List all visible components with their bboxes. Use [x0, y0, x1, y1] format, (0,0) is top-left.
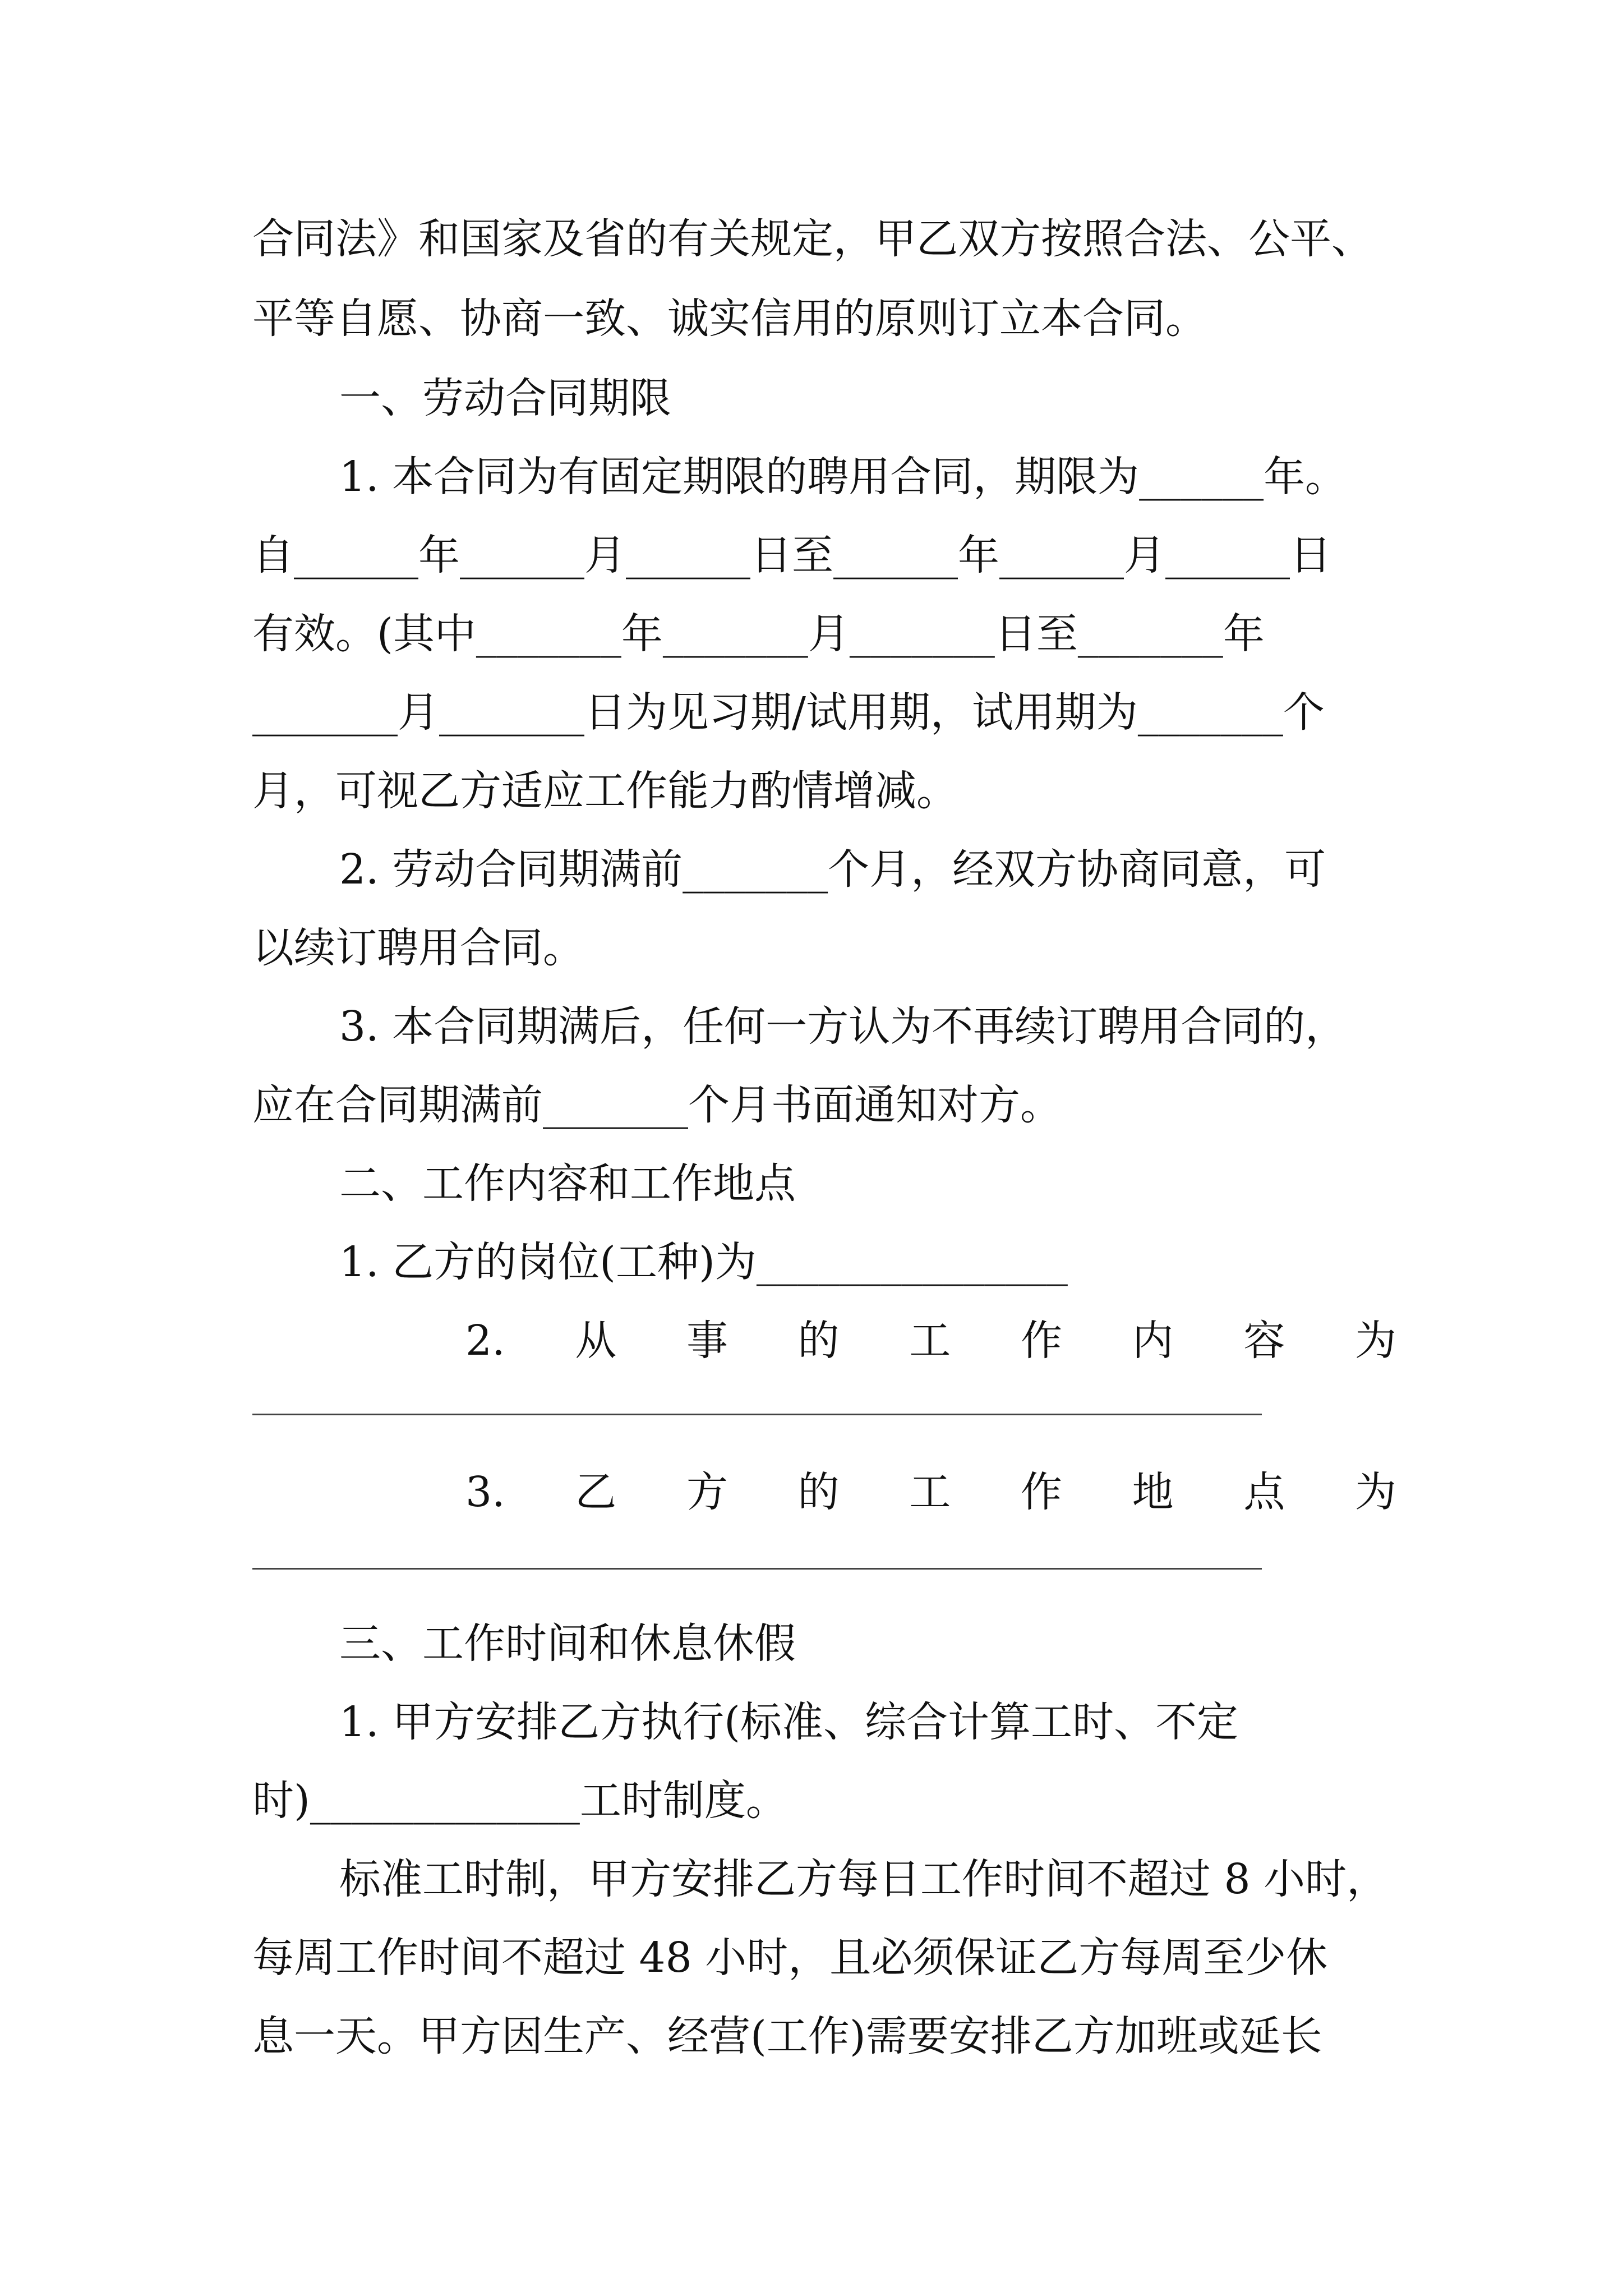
justified-char: 内: [1132, 1317, 1174, 1365]
clause-line: 1. 本合同为有固定期限的聘用合同，期限为______年。: [339, 453, 1347, 501]
paragraph-line: 息一天。甲方因生产、经营(工作)需要安排乙方加班或延长: [252, 2012, 1322, 2060]
justified-char: 容: [1243, 1317, 1285, 1365]
justified-char: 乙: [575, 1468, 617, 1516]
paragraph-line: 以续订聘用合同。: [252, 924, 584, 972]
clause-line-justified: [465, 1464, 1396, 1520]
justified-char: 为: [1354, 1317, 1396, 1365]
paragraph-line: 自______年______月______日至______年______月______日: [252, 531, 1331, 579]
justified-char: 工: [909, 1468, 951, 1516]
justified-char: 方: [686, 1468, 728, 1516]
clause-line-justified: [465, 1313, 1396, 1369]
paragraph-line: 月，可视乙方适应工作能力酌情增减。: [252, 767, 958, 815]
paragraph-line: 每周工作时间不超过 48 小时，且必须保证乙方每周至少休: [252, 1934, 1328, 1982]
justified-char: 3.: [465, 1468, 505, 1516]
justified-char: 的: [797, 1468, 840, 1516]
clause-line: 1. 乙方的岗位(工种)为_______________: [339, 1238, 1068, 1286]
justified-char: 事: [686, 1317, 728, 1365]
paragraph-line: _______月_______日为见习期/试用期，试用期为_______个: [252, 688, 1325, 737]
section-heading: 二、工作内容和工作地点: [339, 1159, 796, 1208]
fill-in-rule: [252, 1568, 1262, 1570]
paragraph-line: 有效。(其中_______年_______月_______日至_______年: [252, 610, 1265, 658]
justified-char: 为: [1354, 1468, 1396, 1516]
section-heading: 三、工作时间和休息休假: [339, 1619, 796, 1668]
paragraph-line: 时)_____________工时制度。: [252, 1777, 787, 1825]
paragraph-line: 标准工时制，甲方安排乙方每日工作时间不超过 8 小时，: [339, 1855, 1389, 1903]
justified-char: 从: [575, 1317, 617, 1365]
justified-char: 的: [797, 1317, 840, 1365]
paragraph-line: 合同法》和国家及省的有关规定，甲乙双方按照合法、公平、: [252, 215, 1373, 263]
section-heading: 一、劳动合同期限: [339, 374, 671, 422]
clause-line: 1. 甲方安排乙方执行(标准、综合计算工时、不定: [339, 1698, 1238, 1746]
justified-char: 工: [909, 1317, 951, 1365]
clause-line: 2. 劳动合同期满前_______个月，经双方协商同意，可: [339, 845, 1326, 894]
justified-char: 点: [1243, 1468, 1285, 1516]
justified-char: 作: [1020, 1317, 1062, 1365]
paragraph-line: 应在合同期满前_______个月书面通知对方。: [252, 1081, 1062, 1129]
clause-line: 3. 本合同期满后，任何一方认为不再续订聘用合同的，: [339, 1002, 1347, 1051]
justified-char: 作: [1020, 1468, 1062, 1516]
paragraph-line: 平等自愿、协商一致、诚实信用的原则订立本合同。: [252, 295, 1207, 343]
fill-in-rule: [252, 1414, 1262, 1415]
justified-char: 2.: [465, 1317, 505, 1365]
justified-char: 地: [1132, 1468, 1174, 1516]
